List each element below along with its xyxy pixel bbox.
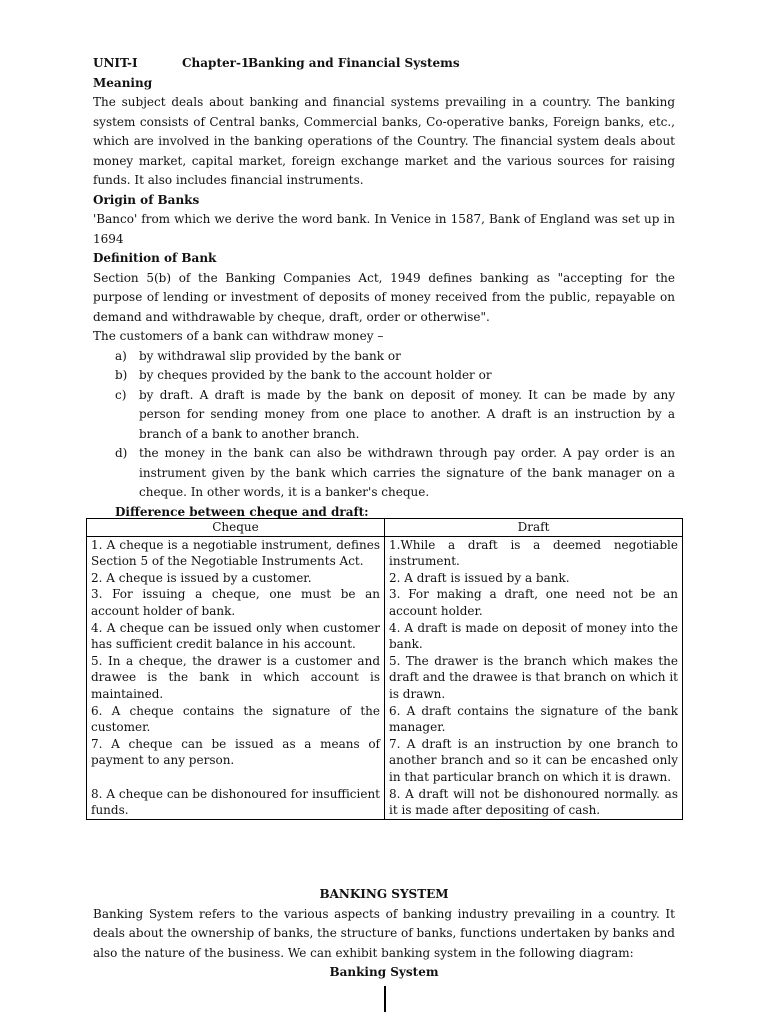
list-item — [93, 366, 675, 386]
list-item-text: by withdrawal slip provided by the bank or — [139, 348, 401, 363]
cheque-cell: 6. A cheque contains the signature of the customer. — [87, 703, 385, 736]
banking-system-text: Banking System refers to the various aspects of banking industry prevailing in a country. It deals about the ownership of banks, the structure of banks, functions undertaken by banks and also the nature of the business. We can exhibit banking system in the following diagram: — [93, 906, 675, 960]
draft-cell: 1.While a draft is a deemed negotiable instrument. — [385, 536, 683, 570]
chapter-header — [93, 54, 675, 74]
draft-cell: 3. For making a draft, one need not be an account holder. — [385, 586, 683, 619]
table-row — [87, 620, 683, 653]
table-header-row — [87, 519, 683, 537]
difference-heading: Difference between cheque and draft: — [115, 504, 369, 519]
draft-cell: 6. A draft contains the signature of the bank manager. — [385, 703, 683, 736]
draft-cell: 4. A draft is made on deposit of money into the bank. — [385, 620, 683, 653]
meaning-heading: Meaning — [93, 75, 153, 90]
list-item-text: by draft. A draft is made by the bank on deposit of money. It can be made by any person for sending money from one place to another. A draft is an instruction by a branch of a bank to another branch. — [139, 387, 675, 441]
table-row — [87, 736, 683, 786]
table-row — [87, 536, 683, 570]
cheque-cell: 7. A cheque can be issued as a means of payment to any person. — [87, 736, 385, 786]
diagram-title: Banking System — [329, 965, 439, 979]
cheque-cell: 4. A cheque can be issued only when customer has sufficient credit balance in his account. — [87, 620, 385, 653]
diagram-connector-line — [384, 986, 386, 1012]
list-marker: b) — [115, 368, 128, 382]
meaning-text: The subject deals about banking and financial systems prevailing in a country. The banking system consists of Central banks, Commercial banks, Co-operative banks, Foreign banks, etc., which are involved in the banking operations of the Country. The financial system deals about money market, capital market, foreign exchange market and the various sources for raising funds. It also includes financial instruments. — [93, 95, 675, 187]
banking-system-section — [93, 885, 675, 983]
list-item-text: the money in the bank can also be withdrawn through pay order. A pay order is an instrument given by the bank which carries the signature of the bank manager on a cheque. In other words, it is a banker's cheque. — [139, 446, 675, 499]
table-row — [87, 703, 683, 736]
withdraw-methods-list — [93, 347, 675, 503]
list-item — [93, 386, 675, 445]
origin-heading: Origin of Banks — [93, 192, 200, 207]
list-marker: c) — [115, 387, 127, 402]
cheque-draft-table — [86, 518, 683, 820]
definition-heading: Definition of Bank — [93, 251, 217, 265]
draft-cell: 7. A draft is an instruction by one branch to another branch and so it can be encashed only in that particular branch on which it is drawn. — [385, 736, 683, 786]
document-body — [93, 54, 675, 522]
unit-label: UNIT-I — [93, 56, 138, 70]
draft-cell: 8. A draft will not be dishonoured normally. as it is made after depositing of cash. — [385, 786, 683, 820]
column-header-draft: Draft — [385, 519, 683, 537]
list-item — [93, 444, 675, 503]
column-header-cheque: Cheque — [87, 519, 385, 537]
table-row — [87, 586, 683, 619]
table-row — [87, 653, 683, 703]
chapter-label: Chapter-1 — [182, 56, 250, 70]
table-row — [87, 570, 683, 587]
cheque-cell: 3. For issuing a cheque, one must be an account holder of bank. — [87, 586, 385, 619]
withdraw-intro: The customers of a bank can withdraw money – — [93, 329, 384, 343]
list-marker: d) — [115, 446, 128, 460]
chapter-title: Banking and Financial Systems — [248, 56, 460, 70]
definition-text: Section 5(b) of the Banking Companies Act, 1949 defines banking as "accepting for the purpose of lending or investment of deposits of money received from the public, repayable on demand and withdrawable by cheque, draft, order or otherwise". — [93, 270, 675, 324]
draft-cell: 5. The drawer is the branch which makes the draft and the drawee is that branch on which it is drawn. — [385, 653, 683, 703]
banking-system-heading: BANKING SYSTEM — [319, 887, 449, 901]
cheque-cell: 8. A cheque can be dishonoured for insufficient funds. — [87, 786, 385, 820]
draft-cell: 2. A draft is issued by a bank. — [385, 570, 683, 587]
list-item-text: by cheques provided by the bank to the account holder or — [139, 368, 492, 382]
cheque-cell: 1. A cheque is a negotiable instrument, defines Section 5 of the Negotiable Instruments Act. — [87, 536, 385, 570]
table-row — [87, 786, 683, 820]
list-item — [93, 347, 675, 367]
cheque-cell: 5. In a cheque, the drawer is a customer and drawee is the bank in which account is maintained. — [87, 653, 385, 703]
cheque-cell: 2. A cheque is issued by a customer. — [87, 570, 385, 587]
origin-text: 'Banco' from which we derive the word bank. In Venice in 1587, Bank of England was set up in 1694 — [93, 212, 675, 246]
list-marker: a) — [115, 348, 127, 363]
